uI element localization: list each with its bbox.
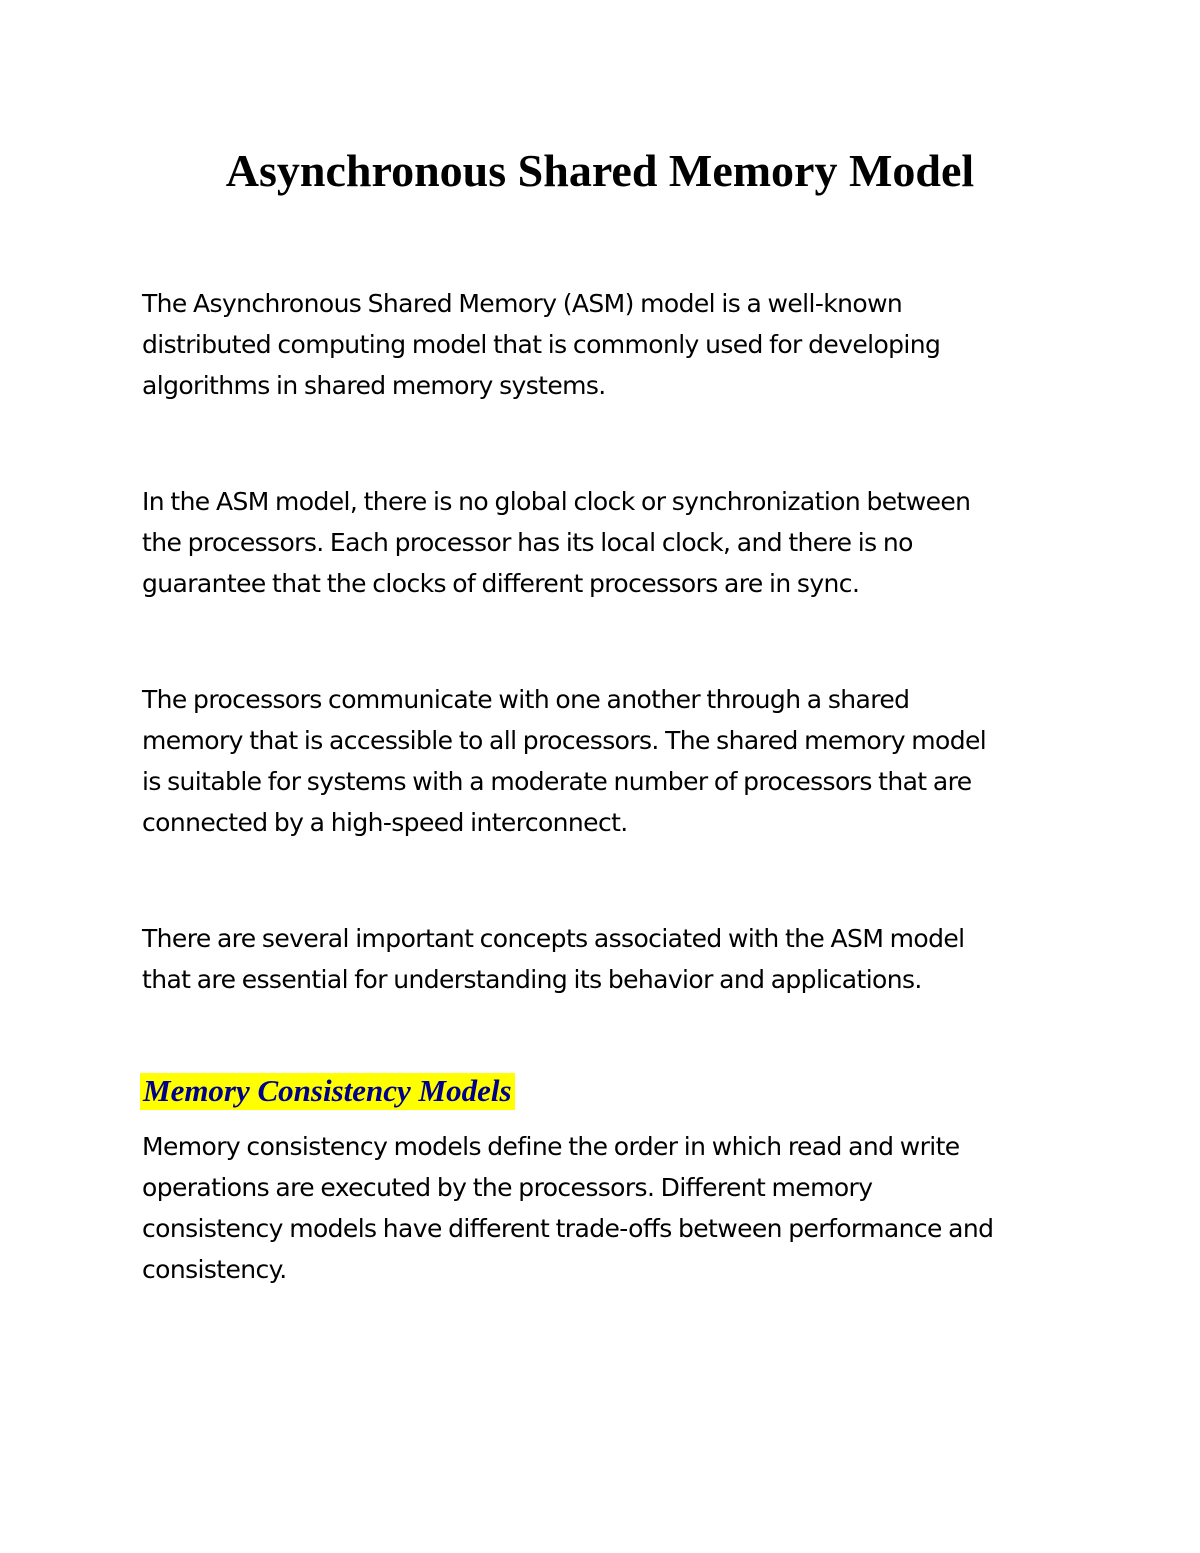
section-heading-highlight: Memory Consistency Models xyxy=(140,1073,515,1110)
intro-paragraph: The Asynchronous Shared Memory (ASM) model is a well-known distributed computing model that is commonly used for developing algorithms in shared memory systems. xyxy=(142,289,941,400)
clock-paragraph: In the ASM model, there is no global clock or synchronization between the processors. Each processor has its local clock, and there is no guarantee that the clocks of different processors are in sync. xyxy=(142,487,971,598)
section-heading xyxy=(140,1070,515,1112)
communication-paragraph: The processors communicate with one another through a shared memory that is accessible to all processors. The shared memory model is suitable for systems with a moderate number of processors that are connected by a high-speed interconnect. xyxy=(142,685,987,837)
page-title: Asynchronous Shared Memory Model xyxy=(225,145,975,196)
section-body-paragraph: Memory consistency models define the order in which read and write operations are executed by the processors. Different memory consistency models have different trade-offs between performance and consistency. xyxy=(142,1132,994,1284)
concepts-paragraph: There are several important concepts associated with the ASM model that are essential for understanding its behavior and applications. xyxy=(142,924,965,994)
